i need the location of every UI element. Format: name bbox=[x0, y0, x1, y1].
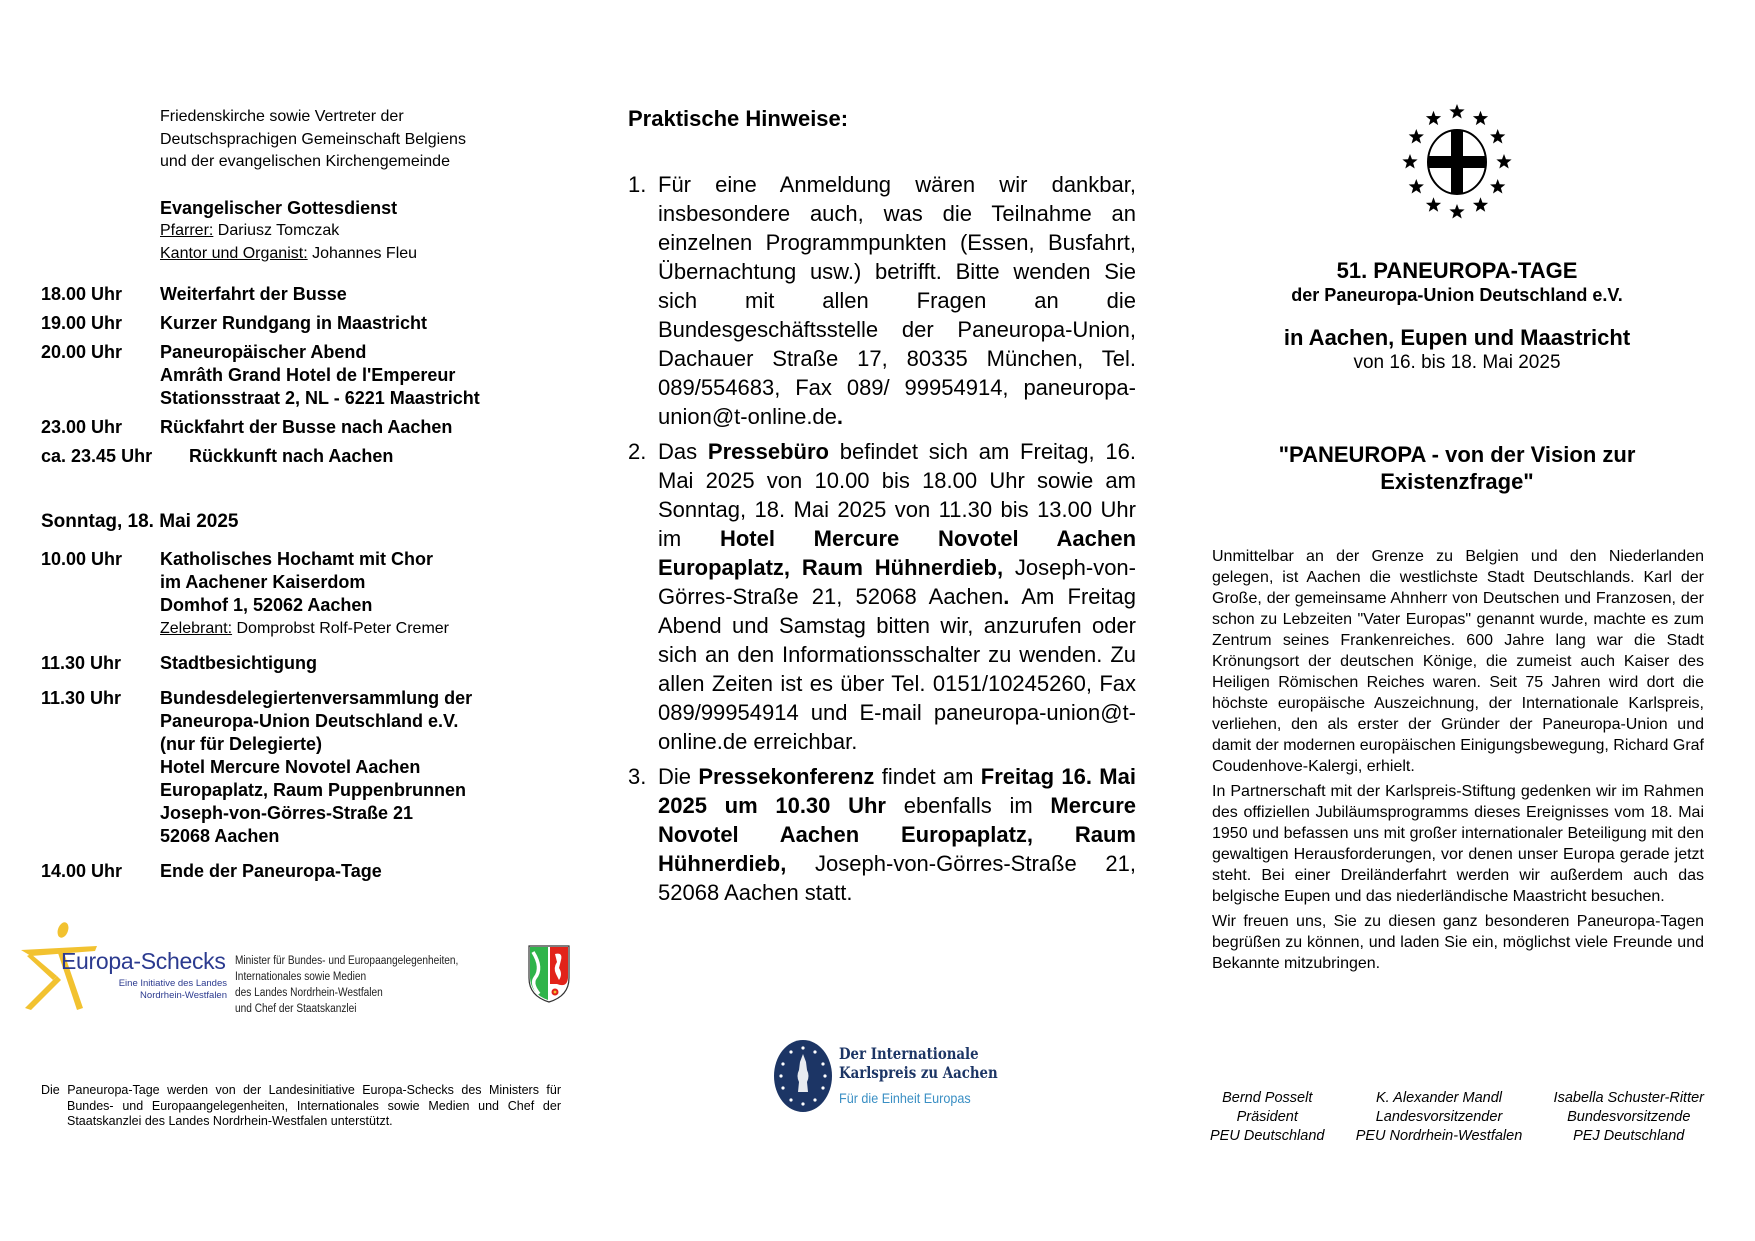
event-description bbox=[1212, 546, 1704, 978]
minister-line: und Chef der Staatskanzlei bbox=[235, 1003, 357, 1015]
description-paragraph: Unmittelbar an der Grenze zu Belgien und den Niederlanden gelegen, ist Aachen die westlichste Stadt Deutschlands. Karl der Große, der gemeinsame Ahnherr von Deutschen und Franzosen, der schon zu Lebzeiten "Vater Europas" genannt wurde, machte es zum Zentrum seines Frankenreiches. 600 Jahre lang war die Stadt Krönungsort der deutschen Könige, die zumeist auch Kaiser des Heiligen Römischen Reiches waren. Seit 75 Jahren wird dort die höchste europäische Auszeichnung, der Internationale Karlspreis, verliehen, den als erster der Gründer der Paneuropa-Union und damit der modernen europäischen Einigungsbewegung, Richard Graf Coudenhove-Kalergi, erhielt. bbox=[1212, 548, 1704, 775]
emphasis-text: Freitag 16. Mai 2025 um 10.30 Uhr bbox=[658, 764, 1136, 818]
item-number: 3. bbox=[628, 764, 647, 789]
item-text: findet am bbox=[874, 764, 981, 789]
emphasis-text: Mercure Novotel Aachen Europaplatz, Raum Hühnerdieb, bbox=[658, 793, 1136, 876]
desc-line: Hotel Mercure Novotel Aachen bbox=[160, 757, 421, 777]
intro-line: Friedenskirche sowie Vertreter der bbox=[160, 108, 404, 125]
schedule-row bbox=[41, 283, 561, 306]
item-text: Joseph-von-Görres-Straße 21, 52068 Aachen statt. bbox=[658, 851, 1136, 905]
schedule-desc bbox=[160, 341, 480, 410]
signatory-name: Bernd Posselt bbox=[1222, 1090, 1313, 1106]
desc-line: Paneuropäischer Abend bbox=[160, 342, 367, 362]
celebrant-label: Zelebrant: bbox=[160, 620, 233, 637]
star-icon bbox=[1473, 111, 1488, 125]
subtitle-line: Nordrhein-Westfalen bbox=[140, 990, 227, 1001]
signatories bbox=[1210, 1089, 1704, 1146]
event-title: 51. PANEUROPA-TAGE bbox=[1336, 258, 1578, 283]
karlspreis-logo bbox=[774, 1040, 1024, 1120]
schedule-row bbox=[41, 416, 561, 439]
schedule-time: 18.00 Uhr bbox=[41, 284, 123, 304]
schedule-time: 20.00 Uhr bbox=[41, 342, 123, 362]
schedule-time: 11.30 Uhr bbox=[41, 653, 122, 673]
cantor-label: Kantor und Organist: bbox=[160, 244, 308, 262]
star-icon bbox=[1490, 179, 1505, 193]
minister-line: Internationales sowie Medien bbox=[235, 971, 367, 983]
desc-line: Weiterfahrt der Busse bbox=[160, 284, 347, 304]
desc-line: Stationsstraat 2, NL - 6221 Maastricht bbox=[160, 388, 480, 408]
desc-line: Katholisches Hochamt mit Chor bbox=[160, 549, 434, 569]
schedule-sunday bbox=[41, 548, 561, 889]
item-text: Joseph-von-Görres-Straße 21, 52068 Aachen bbox=[658, 555, 1136, 609]
schedule-desc bbox=[160, 687, 472, 848]
signatory bbox=[1210, 1089, 1324, 1146]
desc-line: Kurzer Rundgang in Maastricht bbox=[160, 313, 428, 333]
signatory bbox=[1554, 1089, 1704, 1146]
schedule-desc bbox=[189, 445, 393, 468]
nrw-coat-of-arms-icon bbox=[527, 944, 571, 1004]
karlspreis-line: Der Internationale bbox=[839, 1044, 979, 1063]
schedule-row bbox=[41, 445, 561, 468]
event-dates: von 16. bis 18. Mai 2025 bbox=[1353, 352, 1561, 373]
emphasis-text: . bbox=[1003, 584, 1010, 609]
desc-line: 52068 Aachen bbox=[160, 826, 280, 846]
star-icon bbox=[1402, 154, 1417, 168]
pastor-line bbox=[160, 220, 417, 243]
cantor-name: Johannes Fleu bbox=[307, 244, 418, 262]
karlspreis-line: Karlspreis zu Aachen bbox=[839, 1063, 998, 1082]
schedule-time: 19.00 Uhr bbox=[41, 313, 123, 333]
emphasis-text: . bbox=[836, 404, 844, 429]
item-text: Die bbox=[658, 764, 699, 789]
schedule-row bbox=[41, 312, 561, 335]
star-icon bbox=[1426, 111, 1441, 125]
desc-line: Ende der Paneuropa-Tage bbox=[160, 861, 382, 881]
minister-line: Minister für Bundes- und Europaangelegenheiten, bbox=[235, 955, 459, 967]
event-organizer: der Paneuropa-Union Deutschland e.V. bbox=[1291, 285, 1623, 305]
intro-text bbox=[160, 106, 466, 174]
desc-line: (nur für Delegierte) bbox=[160, 734, 323, 754]
minister-line: des Landes Nordrhein-Westfalen bbox=[235, 987, 383, 999]
desc-line: Rückkunft nach Aachen bbox=[189, 446, 394, 466]
minister-text bbox=[235, 953, 458, 1017]
schedule-row bbox=[41, 548, 561, 640]
practical-info-item bbox=[628, 762, 1136, 907]
item-text: Das bbox=[658, 439, 708, 464]
item-number: 1. bbox=[628, 172, 647, 197]
europa-schecks-logo bbox=[17, 920, 227, 1020]
star-icon bbox=[1426, 197, 1441, 211]
karlspreis-tagline: Für die Einheit Europas bbox=[839, 1090, 971, 1106]
support-note: Die Paneuropa-Tage werden von der Landesinitiative Europa-Schecks des Ministers für Bundes- und Europaangelegenheiten, Internationales sowie Medien und Chef der Staatskanzlei des Landes Nordrhein-Westfalen unterstützt. bbox=[41, 1083, 561, 1128]
subtitle-line: Eine Initiative des Landes bbox=[118, 978, 227, 989]
emphasis-text: Pressebüro bbox=[707, 439, 829, 464]
karlspreis-title bbox=[839, 1044, 998, 1082]
karlspreis-seal-icon bbox=[774, 1040, 832, 1112]
schedule-saturday bbox=[41, 283, 561, 474]
star-icon bbox=[1449, 104, 1464, 118]
emphasis-text: Pressekonferenz bbox=[698, 764, 875, 789]
desc-line: Europaplatz, Raum Puppenbrunnen bbox=[160, 780, 467, 800]
stars-reliquary-icon bbox=[774, 1040, 832, 1112]
schedule-desc bbox=[160, 283, 347, 306]
signatory-role: Präsident bbox=[1236, 1109, 1298, 1125]
celebrant-name: Domprobst Rolf-Peter Cremer bbox=[232, 620, 449, 637]
desc-line: Domhof 1, 52062 Aachen bbox=[160, 595, 373, 615]
desc-line: Paneuropa-Union Deutschland e.V. bbox=[160, 711, 459, 731]
description-paragraph: Wir freuen uns, Sie zu diesen ganz besonderen Paneuropa-Tagen begrüßen zu können, und laden Sie ein, möglichst viele Freunde und Bekannte mitzubringen. bbox=[1212, 913, 1704, 972]
desc-line: Amrâth Grand Hotel de l'Empereur bbox=[160, 365, 456, 385]
schedule-time: 11.30 Uhr bbox=[41, 688, 122, 708]
item-text: ebenfalls im bbox=[886, 793, 1051, 818]
signatory-role: Bundesvorsitzende bbox=[1567, 1109, 1691, 1125]
desc-line: im Aachener Kaiserdom bbox=[160, 572, 366, 592]
signatory-name: Isabella Schuster-Ritter bbox=[1553, 1090, 1704, 1106]
item-text: Für eine Anmeldung wären wir dankbar, insbesondere auch, was die Teilnahme an einzelnen Programmpunkten (Essen, Busfahrt, Übernachtung usw.) betrifft. Bitte wenden Sie sich mit allen Fragen an die Bundesgeschäftsstelle der Paneuropa-Union, Dachauer Straße 17, 80335 München, Tel. 089/554683, Fax 089/ 99954914, paneuropa-union@t-online.de bbox=[658, 172, 1136, 429]
item-text: Am Freitag Abend und Samstag bitten wir, anzurufen oder sich an den Informationsschalter zu wenden. Zu allen Zeiten ist es über Tel. 0151/10245260, Fax 089/99954914 und E-mail paneuropa-union@t-online.de erreichbar. bbox=[658, 584, 1136, 754]
item-number: 2. bbox=[628, 439, 647, 464]
star-icon bbox=[1409, 129, 1424, 143]
cantor-line bbox=[160, 243, 417, 266]
emphasis-text: Hotel Mercure Novotel Aachen Europaplatz, Raum Hühnerdieb, bbox=[658, 526, 1137, 580]
sunday-heading: Sonntag, 18. Mai 2025 bbox=[41, 511, 239, 532]
schedule-row bbox=[41, 687, 561, 848]
star-icon bbox=[1449, 204, 1464, 218]
description-paragraph: In Partnerschaft mit der Karlspreis-Stiftung gedenken wir im Rahmen des offiziellen Jubiläumsprogramms dieses Ereignisses vom 18. Mai 1950 und befassen uns mit großer internationaler Beteiligung mit den gewaltigen Herausforderungen, vor denen unser Europa gerade jetzt steht. Bei einer Dreiländerfahrt werden wir außerdem auch das belgische Eupen und das niederländische Maastricht besuchen. bbox=[1212, 783, 1704, 905]
desc-line: Stadtbesichtigung bbox=[160, 653, 317, 673]
signatory-org: PEU Nordrhein-Westfalen bbox=[1355, 1128, 1523, 1144]
event-places: in Aachen, Eupen und Maastricht bbox=[1283, 325, 1631, 350]
schedule-desc bbox=[160, 548, 449, 640]
europa-schecks-title: Europa-Schecks bbox=[61, 948, 226, 974]
practical-info-list bbox=[628, 170, 1136, 913]
pastor-name: Dariusz Tomczak bbox=[213, 222, 340, 239]
schedule-time: 10.00 Uhr bbox=[41, 549, 123, 569]
schedule-desc bbox=[160, 652, 317, 675]
signatory bbox=[1356, 1089, 1523, 1146]
schedule-time: ca. 23.45 Uhr bbox=[41, 446, 153, 466]
star-icon bbox=[1473, 197, 1488, 211]
intro-line: und der evangelischen Kirchengemeinde bbox=[160, 153, 450, 170]
practical-info-item bbox=[628, 437, 1136, 756]
service-title: Evangelischer Gottesdienst bbox=[160, 198, 398, 218]
practical-info-item bbox=[628, 170, 1136, 431]
schedule-desc bbox=[160, 312, 427, 335]
desc-line: Bundesdelegiertenversammlung der bbox=[160, 688, 473, 708]
europa-schecks-subtitle bbox=[119, 978, 227, 1002]
schedule-desc bbox=[160, 416, 452, 439]
desc-line: Joseph-von-Görres-Straße 21 bbox=[160, 803, 414, 823]
paneuropa-cross-stars-icon bbox=[1402, 102, 1512, 220]
intro-line: Deutschsprachigen Gemeinschaft Belgiens bbox=[160, 130, 466, 148]
event-motto: "PANEUROPA - von der Vision zur Existenzfrage" bbox=[1278, 442, 1636, 494]
practical-info-heading: Praktische Hinweise: bbox=[628, 106, 849, 131]
star-icon bbox=[1409, 179, 1424, 193]
celebrant-line bbox=[160, 617, 449, 640]
item-text: befindet sich am Freitag, 16. Mai 2025 von 10.00 bis 18.00 Uhr sowie am Sonntag, 18. Mai 2025 von 11.30 bis 13.00 Uhr im bbox=[658, 439, 1136, 551]
schedule-row bbox=[41, 860, 561, 883]
protestant-service bbox=[160, 197, 417, 265]
schedule-desc bbox=[160, 860, 382, 883]
schedule-time: 14.00 Uhr bbox=[41, 861, 123, 881]
signatory-name: K. Alexander Mandl bbox=[1375, 1090, 1502, 1106]
pastor-label: Pfarrer: bbox=[160, 222, 214, 239]
signatory-org: PEJ Deutschland bbox=[1573, 1128, 1685, 1144]
signatory-role: Landesvorsitzender bbox=[1375, 1109, 1503, 1125]
desc-line: Rückfahrt der Busse nach Aachen bbox=[160, 417, 453, 437]
schedule-row bbox=[41, 341, 561, 410]
schedule-time: 23.00 Uhr bbox=[41, 417, 123, 437]
signatory-org: PEU Deutschland bbox=[1210, 1128, 1325, 1144]
star-icon bbox=[1490, 129, 1505, 143]
sponsor-logos bbox=[17, 920, 577, 1020]
star-icon bbox=[1496, 154, 1511, 168]
schedule-row bbox=[41, 652, 561, 675]
